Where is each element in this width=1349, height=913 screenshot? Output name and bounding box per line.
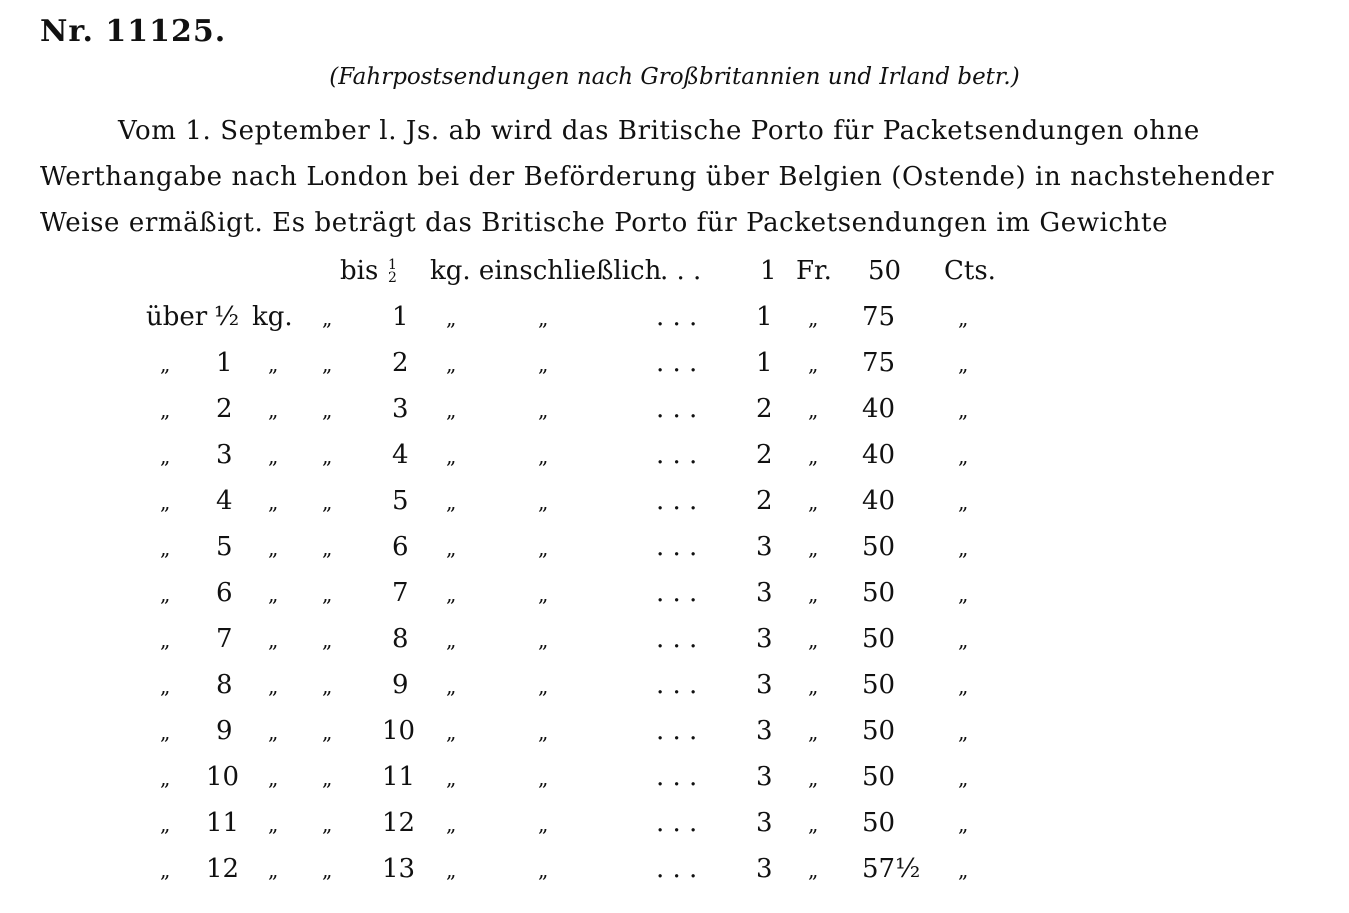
row-dots: . . . xyxy=(656,624,698,654)
row-to: 10 xyxy=(382,716,416,746)
row-to: 4 xyxy=(392,440,409,470)
row-ditto: „ xyxy=(538,628,549,652)
row-ditto: „ xyxy=(958,398,969,422)
row-cts: 50 xyxy=(862,808,896,838)
header-kg-label: kg. einschließlich xyxy=(430,256,662,286)
row-dots: . . . xyxy=(656,486,698,516)
row-ditto: „ xyxy=(322,766,333,790)
row-ditto: „ xyxy=(538,536,549,560)
row-ditto: „ xyxy=(446,674,457,698)
row-ditto: „ xyxy=(808,720,819,744)
row-from: 3 xyxy=(216,440,233,470)
row-ditto: „ xyxy=(446,720,457,744)
row-ditto: „ xyxy=(808,536,819,560)
row-ditto: „ xyxy=(808,628,819,652)
row-ditto: „ xyxy=(322,306,333,330)
body-line-3: Weise ermäßigt. Es beträgt das Britische Porto für Packetsendungen im Gewichte xyxy=(40,208,1169,238)
row-from-word: über xyxy=(146,302,208,332)
row-ditto: „ xyxy=(268,490,279,514)
row-ditto: „ xyxy=(538,674,549,698)
row-ditto: „ xyxy=(160,628,171,652)
row-ditto: „ xyxy=(322,674,333,698)
row-ditto: „ xyxy=(538,582,549,606)
row-from: 9 xyxy=(216,716,233,746)
row-ditto: „ xyxy=(268,858,279,882)
row-ditto: „ xyxy=(446,812,457,836)
row-ditto: „ xyxy=(160,490,171,514)
row-ditto: „ xyxy=(808,490,819,514)
row-ditto: „ xyxy=(446,490,457,514)
row-fr: 1 xyxy=(756,348,773,378)
row-ditto: „ xyxy=(322,628,333,652)
row-ditto: „ xyxy=(268,766,279,790)
row-to: 13 xyxy=(382,854,416,884)
row-ditto: „ xyxy=(446,858,457,882)
row-ditto: „ xyxy=(446,628,457,652)
row-ditto: „ xyxy=(322,444,333,468)
row-dots: . . . xyxy=(656,854,698,884)
row-from: 1 xyxy=(216,348,233,378)
row-from: ½ xyxy=(214,302,240,332)
row-to: 8 xyxy=(392,624,409,654)
row-cts: 75 xyxy=(862,348,896,378)
row-to: 2 xyxy=(392,348,409,378)
row-cts: 50 xyxy=(862,716,896,746)
header-half-den: 2 xyxy=(388,270,397,286)
row-ditto: „ xyxy=(322,858,333,882)
row-cts: 40 xyxy=(862,486,896,516)
row-ditto: „ xyxy=(808,582,819,606)
row-ditto: „ xyxy=(268,812,279,836)
row-ditto: „ xyxy=(808,766,819,790)
row-ditto: „ xyxy=(538,398,549,422)
row-ditto: „ xyxy=(538,812,549,836)
row-ditto: „ xyxy=(808,352,819,376)
row-ditto: „ xyxy=(538,858,549,882)
row-ditto: „ xyxy=(322,582,333,606)
row-cts: 50 xyxy=(862,670,896,700)
row-ditto: „ xyxy=(808,444,819,468)
row-ditto: „ xyxy=(808,812,819,836)
row-to: 6 xyxy=(392,532,409,562)
row-from: 7 xyxy=(216,624,233,654)
row-fr: 3 xyxy=(756,716,773,746)
row-to: 9 xyxy=(392,670,409,700)
header-half-num: 1 xyxy=(388,257,397,273)
row-dots: . . . xyxy=(656,670,698,700)
row-ditto: „ xyxy=(958,536,969,560)
row-ditto: „ xyxy=(958,306,969,330)
header-half-fraction xyxy=(388,256,397,286)
row-fr: 3 xyxy=(756,854,773,884)
row-ditto: „ xyxy=(322,398,333,422)
row-ditto: „ xyxy=(958,444,969,468)
row-cts: 40 xyxy=(862,440,896,470)
row-dots: . . . xyxy=(656,532,698,562)
row-ditto: „ xyxy=(322,536,333,560)
row-fr: 3 xyxy=(756,762,773,792)
row-from: 5 xyxy=(216,532,233,562)
row-from: 10 xyxy=(206,762,240,792)
row-ditto: „ xyxy=(808,858,819,882)
row-ditto: „ xyxy=(958,858,969,882)
row-dots: . . . xyxy=(656,808,698,838)
row-ditto: „ xyxy=(160,582,171,606)
row-ditto: „ xyxy=(322,352,333,376)
row-ditto: „ xyxy=(322,720,333,744)
row-ditto: „ xyxy=(446,444,457,468)
row-ditto: „ xyxy=(268,444,279,468)
row-cts: 57½ xyxy=(862,854,921,884)
row-fr: 2 xyxy=(756,486,773,516)
body-line-1: Vom 1. September l. Js. ab wird das Britische Porto für Packetsendungen ohne xyxy=(118,116,1200,146)
row-to: 12 xyxy=(382,808,416,838)
row-ditto: „ xyxy=(160,720,171,744)
row-fr: 2 xyxy=(756,394,773,424)
row-from: 11 xyxy=(206,808,240,838)
row-ditto: „ xyxy=(958,352,969,376)
row-ditto: „ xyxy=(958,720,969,744)
row-ditto: „ xyxy=(958,766,969,790)
row-fr: 3 xyxy=(756,624,773,654)
row-ditto: „ xyxy=(160,536,171,560)
row-ditto: „ xyxy=(160,352,171,376)
row-cts: 75 xyxy=(862,302,896,332)
row-ditto: „ xyxy=(446,536,457,560)
row-ditto: „ xyxy=(160,858,171,882)
body-line-2: Werthangabe nach London bei der Beförderung über Belgien (Ostende) in nachstehender xyxy=(40,162,1275,192)
row-ditto: „ xyxy=(958,582,969,606)
row-ditto: „ xyxy=(160,812,171,836)
row-to: 7 xyxy=(392,578,409,608)
row-ditto: „ xyxy=(538,720,549,744)
row-ditto: „ xyxy=(268,582,279,606)
row-dots: . . . xyxy=(656,762,698,792)
row-ditto: „ xyxy=(322,812,333,836)
row-ditto: „ xyxy=(538,444,549,468)
row-fr: 3 xyxy=(756,578,773,608)
row-to: 5 xyxy=(392,486,409,516)
document-subject: (Fahrpostsendungen nach Großbritannien und Irland betr.) xyxy=(329,64,1020,90)
row-ditto: „ xyxy=(322,490,333,514)
row-from: 12 xyxy=(206,854,240,884)
row-unit: kg. xyxy=(252,302,293,332)
row-fr: 2 xyxy=(756,440,773,470)
row-ditto: „ xyxy=(958,812,969,836)
row-ditto: „ xyxy=(160,674,171,698)
row-from: 6 xyxy=(216,578,233,608)
row-to: 3 xyxy=(392,394,409,424)
row-fr: 3 xyxy=(756,670,773,700)
row-ditto: „ xyxy=(268,352,279,376)
row-from: 8 xyxy=(216,670,233,700)
row-cts: 50 xyxy=(862,532,896,562)
row-dots: . . . xyxy=(656,578,698,608)
row-ditto: „ xyxy=(538,490,549,514)
row-fr: 1 xyxy=(756,302,773,332)
row-dots: . . . xyxy=(656,348,698,378)
row-ditto: „ xyxy=(538,306,549,330)
row-ditto: „ xyxy=(958,490,969,514)
document-number: Nr. 11125. xyxy=(40,14,227,49)
row-dots: . . . xyxy=(656,440,698,470)
row-ditto: „ xyxy=(446,766,457,790)
row-ditto: „ xyxy=(808,674,819,698)
row-ditto: „ xyxy=(268,720,279,744)
header-cts: 50 xyxy=(868,256,902,286)
row-ditto: „ xyxy=(268,536,279,560)
row-ditto: „ xyxy=(446,306,457,330)
row-ditto: „ xyxy=(808,306,819,330)
row-fr: 3 xyxy=(756,808,773,838)
header-bis: bis xyxy=(340,256,379,286)
row-ditto: „ xyxy=(160,444,171,468)
row-ditto: „ xyxy=(808,398,819,422)
row-ditto: „ xyxy=(446,398,457,422)
row-ditto: „ xyxy=(538,766,549,790)
row-to: 11 xyxy=(382,762,416,792)
row-dots: . . . xyxy=(656,716,698,746)
row-ditto: „ xyxy=(446,352,457,376)
row-fr: 3 xyxy=(756,532,773,562)
header-cts-label: Cts. xyxy=(944,256,996,286)
row-to: 1 xyxy=(392,302,409,332)
row-ditto: „ xyxy=(446,582,457,606)
header-dots: . . . xyxy=(660,256,702,286)
row-ditto: „ xyxy=(268,674,279,698)
row-from: 4 xyxy=(216,486,233,516)
row-ditto: „ xyxy=(268,398,279,422)
row-cts: 40 xyxy=(862,394,896,424)
row-cts: 50 xyxy=(862,762,896,792)
row-cts: 50 xyxy=(862,624,896,654)
header-fr: 1 xyxy=(760,256,777,286)
row-ditto: „ xyxy=(538,352,549,376)
row-dots: . . . xyxy=(656,394,698,424)
row-ditto: „ xyxy=(958,628,969,652)
row-ditto: „ xyxy=(958,674,969,698)
row-ditto: „ xyxy=(160,398,171,422)
row-ditto: „ xyxy=(160,766,171,790)
row-from: 2 xyxy=(216,394,233,424)
row-ditto: „ xyxy=(268,628,279,652)
header-fr-label: Fr. xyxy=(796,256,832,286)
row-dots: . . . xyxy=(656,302,698,332)
row-cts: 50 xyxy=(862,578,896,608)
